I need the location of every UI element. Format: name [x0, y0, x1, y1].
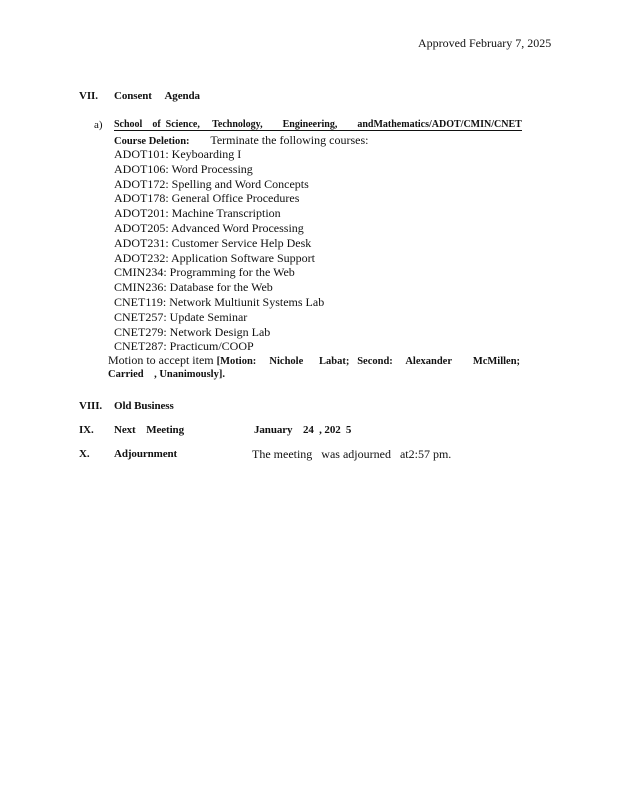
- next-meeting-date: January 24 , 202 5: [254, 424, 352, 436]
- section-title-next-meeting: Next Meeting: [114, 424, 184, 436]
- course-deletion-label: Course Deletion:: [114, 136, 190, 147]
- school-heading-text: School of Science, Technology, Engineering, andMathematics/ADOT/CMIN/CNET: [114, 119, 522, 130]
- list-item: CNET119: Network Multiunit Systems Lab: [114, 294, 325, 309]
- section-title-adjournment: Adjournment: [114, 448, 178, 460]
- section-number-x: X.: [79, 448, 90, 460]
- item-letter-a: a): [94, 119, 103, 131]
- list-item: ADOT231: Customer Service Help Desk: [114, 235, 312, 250]
- section-number-ix: IX.: [79, 424, 94, 436]
- course-list: [114, 147, 324, 354]
- section-title-consent-agenda: Consent Agenda: [114, 90, 200, 102]
- list-item: CNET287: Practicum/COOP: [114, 339, 254, 354]
- list-item: ADOT201: Machine Transcription: [114, 206, 281, 221]
- approval-date: Approved February 7, 2025: [418, 36, 552, 50]
- list-item: ADOT178: General Office Procedures: [114, 191, 300, 206]
- list-item: ADOT172: Spelling and Word Concepts: [114, 176, 309, 191]
- list-item: ADOT101: Keyboarding I: [114, 147, 242, 161]
- motion-detail: [Motion: Nichole Labat; Second: Alexander McMillen;: [216, 356, 521, 367]
- motion-prefix: Motion to accept item: [108, 353, 214, 367]
- school-heading: [114, 119, 522, 131]
- course-deletion-text: Terminate the following courses:: [210, 133, 369, 147]
- list-item: ADOT106: Word Processing: [114, 161, 253, 176]
- list-item: CNET257: Update Seminar: [114, 309, 248, 324]
- section-title-old-business: Old Business: [114, 400, 174, 412]
- list-item: CNET279: Network Design Lab: [114, 324, 271, 339]
- motion-line: [108, 353, 520, 368]
- list-item: ADOT205: Advanced Word Processing: [114, 220, 304, 235]
- course-deletion-line: [114, 133, 368, 148]
- list-item: CMIN236: Database for the Web: [114, 280, 273, 295]
- adjournment-text: The meeting was adjourned at2:57 pm.: [252, 447, 452, 461]
- motion-carried: Carried , Unanimously].: [108, 369, 225, 380]
- section-number-viii: VIII.: [79, 400, 103, 412]
- section-number-vii: VII.: [79, 90, 98, 102]
- list-item: CMIN234: Programming for the Web: [114, 265, 295, 280]
- list-item: ADOT232: Application Software Support: [114, 250, 315, 265]
